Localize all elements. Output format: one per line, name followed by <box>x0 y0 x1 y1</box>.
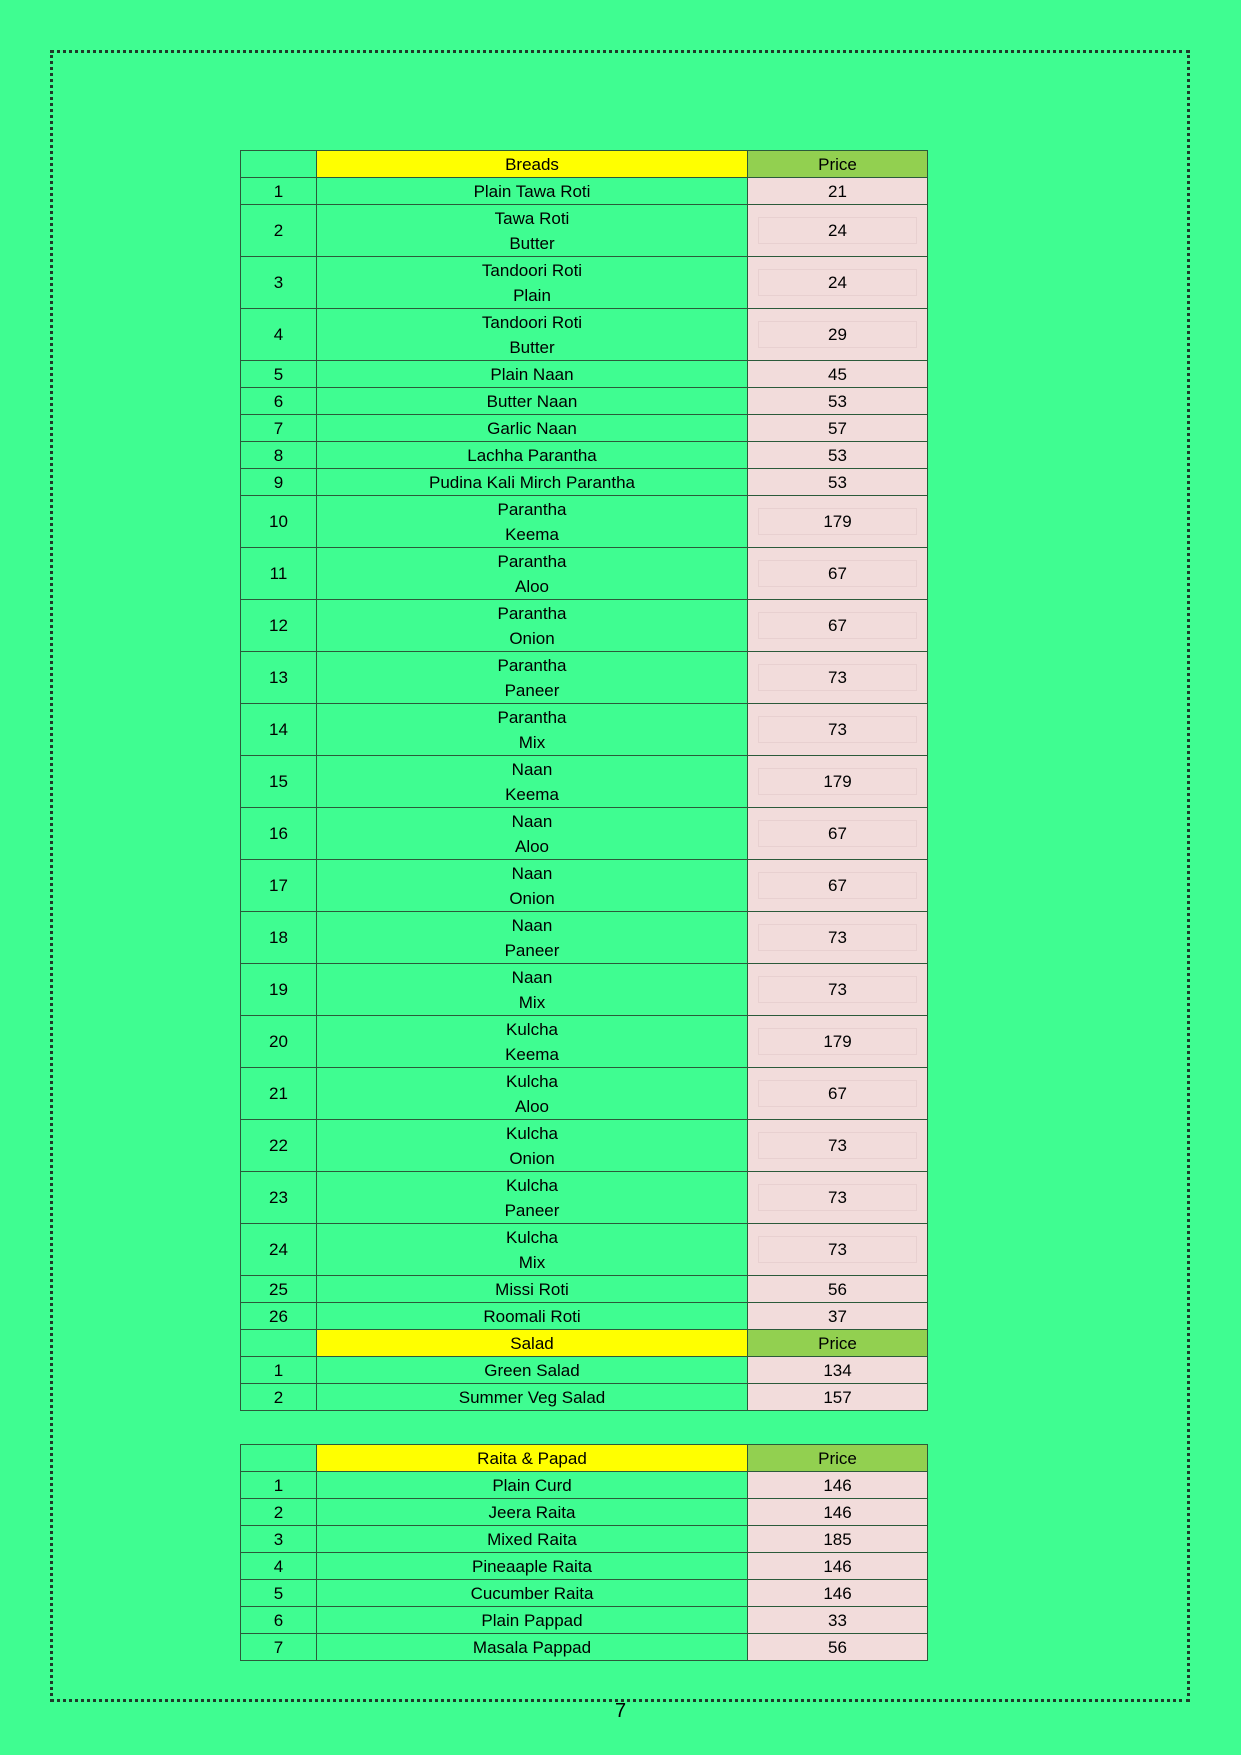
raita-item-price-cell: 56 <box>748 1634 928 1661</box>
breads-row <box>241 1120 928 1172</box>
breads-item-name-line: Tandoori Roti <box>481 260 583 280</box>
breads-item-name-line: Butter <box>509 337 555 357</box>
breads-item-price: 24 <box>758 269 917 296</box>
breads-row <box>241 704 928 756</box>
raita-item-name: Plain Pappad <box>317 1607 748 1634</box>
breads-item-name: Pudina Kali Mirch Parantha <box>317 469 748 496</box>
breads-item-name <box>317 496 748 548</box>
breads-item-price-cell <box>748 756 928 808</box>
raita-item-number: 6 <box>241 1607 317 1634</box>
breads-item-price: 179 <box>758 768 917 795</box>
raita-papad-table-body <box>241 1445 928 1661</box>
breads-item-number: 26 <box>241 1303 317 1330</box>
raita-item-number: 4 <box>241 1553 317 1580</box>
breads-item-name-line: Naan <box>511 967 553 987</box>
raita-item-number: 5 <box>241 1580 317 1607</box>
breads-row <box>241 808 928 860</box>
breads-item-name-line: Aloo <box>514 1096 550 1116</box>
breads-row <box>241 361 928 388</box>
breads-item-name-line: Onion <box>509 888 555 908</box>
breads-item-name-line: Aloo <box>514 836 550 856</box>
breads-item-name <box>317 1068 748 1120</box>
breads-row <box>241 415 928 442</box>
breads-item-price: 67 <box>758 872 917 899</box>
salad-header-row <box>241 1330 928 1357</box>
breads-item-price-cell <box>748 704 928 756</box>
breads-item-name-line: Tandoori Roti <box>481 312 583 332</box>
raita-item-price-cell: 146 <box>748 1472 928 1499</box>
breads-row <box>241 442 928 469</box>
breads-item-number: 15 <box>241 756 317 808</box>
breads-header-row <box>241 151 928 178</box>
breads-item-price-cell: 53 <box>748 388 928 415</box>
breads-item-name: Butter Naan <box>317 388 748 415</box>
breads-row <box>241 469 928 496</box>
breads-item-name <box>317 808 748 860</box>
breads-row <box>241 600 928 652</box>
breads-item-name <box>317 1224 748 1276</box>
page-number: 7 <box>614 1700 627 1722</box>
breads-item-name-line: Plain <box>513 285 551 305</box>
breads-item-price: 24 <box>758 217 917 244</box>
salad-item-number: 2 <box>241 1384 317 1411</box>
raita-header-blank <box>241 1445 317 1472</box>
breads-item-price: 179 <box>758 508 917 535</box>
breads-item-number: 10 <box>241 496 317 548</box>
breads-item-price-cell <box>748 1172 928 1224</box>
breads-item-name <box>317 912 748 964</box>
breads-row <box>241 964 928 1016</box>
breads-item-name-line: Kulcha <box>506 1019 558 1039</box>
breads-row <box>241 860 928 912</box>
breads-item-name-line: Butter <box>509 233 555 253</box>
breads-item-number: 24 <box>241 1224 317 1276</box>
breads-row <box>241 178 928 205</box>
breads-item-price-cell: 56 <box>748 1276 928 1303</box>
breads-item-name-line: Naan <box>511 759 553 779</box>
breads-item-price-cell: 57 <box>748 415 928 442</box>
raita-header-row <box>241 1445 928 1472</box>
breads-item-name <box>317 205 748 257</box>
breads-item-name <box>317 1016 748 1068</box>
raita-item-number: 7 <box>241 1634 317 1661</box>
breads-item-price-cell <box>748 1068 928 1120</box>
breads-item-name-line: Naan <box>511 863 553 883</box>
breads-item-name-line: Kulcha <box>506 1123 558 1143</box>
breads-item-number: 9 <box>241 469 317 496</box>
breads-item-price-cell <box>748 309 928 361</box>
raita-item-name: Cucumber Raita <box>317 1580 748 1607</box>
breads-item-name <box>317 309 748 361</box>
breads-row <box>241 1172 928 1224</box>
raita-item-name: Pineaaple Raita <box>317 1553 748 1580</box>
breads-item-price-cell: 37 <box>748 1303 928 1330</box>
salad-item-name: Summer Veg Salad <box>317 1384 748 1411</box>
salad-item-number: 1 <box>241 1357 317 1384</box>
breads-row <box>241 205 928 257</box>
raita-row <box>241 1472 928 1499</box>
breads-item-number: 11 <box>241 548 317 600</box>
raita-row <box>241 1580 928 1607</box>
breads-item-name <box>317 704 748 756</box>
salad-header-blank <box>241 1330 317 1357</box>
breads-item-name-line: Onion <box>509 1148 555 1168</box>
breads-item-name <box>317 860 748 912</box>
breads-item-name: Plain Tawa Roti <box>317 178 748 205</box>
breads-item-name-line: Kulcha <box>506 1175 558 1195</box>
raita-row <box>241 1499 928 1526</box>
breads-item-price-cell <box>748 1016 928 1068</box>
salad-header-price: Price <box>748 1330 928 1357</box>
breads-item-price: 73 <box>758 976 917 1003</box>
salad-row <box>241 1384 928 1411</box>
breads-salad-table <box>240 150 928 1411</box>
raita-item-price-cell: 146 <box>748 1580 928 1607</box>
breads-row <box>241 912 928 964</box>
breads-item-number: 12 <box>241 600 317 652</box>
raita-header-price: Price <box>748 1445 928 1472</box>
breads-item-name-line: Keema <box>505 784 559 804</box>
breads-item-name: Lachha Parantha <box>317 442 748 469</box>
breads-item-name-line: Keema <box>505 524 559 544</box>
breads-item-name <box>317 257 748 309</box>
breads-item-price: 179 <box>758 1028 917 1055</box>
breads-item-name-line: Parantha <box>497 655 567 675</box>
salad-row <box>241 1357 928 1384</box>
breads-item-price-cell <box>748 257 928 309</box>
breads-item-number: 3 <box>241 257 317 309</box>
breads-item-number: 22 <box>241 1120 317 1172</box>
breads-item-price-cell <box>748 600 928 652</box>
breads-item-name-line: Keema <box>505 1044 559 1064</box>
breads-item-number: 14 <box>241 704 317 756</box>
breads-item-number: 21 <box>241 1068 317 1120</box>
breads-row <box>241 548 928 600</box>
breads-item-price: 73 <box>758 664 917 691</box>
raita-header-title: Raita & Papad <box>317 1445 748 1472</box>
breads-item-number: 2 <box>241 205 317 257</box>
raita-item-name: Masala Pappad <box>317 1634 748 1661</box>
breads-item-name <box>317 756 748 808</box>
breads-row <box>241 309 928 361</box>
breads-row <box>241 257 928 309</box>
breads-item-name <box>317 1172 748 1224</box>
breads-item-name-line: Paneer <box>504 1200 560 1220</box>
raita-item-name: Jeera Raita <box>317 1499 748 1526</box>
breads-item-price-cell <box>748 1224 928 1276</box>
breads-item-number: 6 <box>241 388 317 415</box>
breads-item-name-line: Aloo <box>514 576 550 596</box>
breads-item-name-line: Paneer <box>504 940 560 960</box>
breads-item-number: 1 <box>241 178 317 205</box>
breads-item-price-cell: 53 <box>748 469 928 496</box>
raita-item-name: Mixed Raita <box>317 1526 748 1553</box>
breads-item-price-cell <box>748 964 928 1016</box>
raita-item-name: Plain Curd <box>317 1472 748 1499</box>
breads-item-number: 23 <box>241 1172 317 1224</box>
breads-item-price: 73 <box>758 1184 917 1211</box>
raita-papad-table <box>240 1444 928 1661</box>
breads-item-number: 4 <box>241 309 317 361</box>
breads-row <box>241 756 928 808</box>
breads-item-name <box>317 548 748 600</box>
breads-item-name: Garlic Naan <box>317 415 748 442</box>
breads-item-name <box>317 652 748 704</box>
breads-salad-table-body <box>241 151 928 1411</box>
breads-item-price-cell: 45 <box>748 361 928 388</box>
breads-item-name <box>317 600 748 652</box>
breads-item-name-line: Parantha <box>497 551 567 571</box>
breads-item-price-cell <box>748 205 928 257</box>
breads-row <box>241 388 928 415</box>
breads-item-number: 25 <box>241 1276 317 1303</box>
breads-item-price-cell <box>748 860 928 912</box>
raita-item-number: 1 <box>241 1472 317 1499</box>
breads-item-name: Plain Naan <box>317 361 748 388</box>
breads-item-number: 17 <box>241 860 317 912</box>
breads-item-name-line: Kulcha <box>506 1071 558 1091</box>
raita-item-number: 3 <box>241 1526 317 1553</box>
raita-item-number: 2 <box>241 1499 317 1526</box>
breads-item-price-cell <box>748 1120 928 1172</box>
breads-item-price-cell: 21 <box>748 178 928 205</box>
breads-item-price: 73 <box>758 924 917 951</box>
breads-row <box>241 1016 928 1068</box>
breads-item-name-line: Parantha <box>497 707 567 727</box>
breads-item-number: 8 <box>241 442 317 469</box>
raita-row <box>241 1526 928 1553</box>
breads-item-price: 67 <box>758 1080 917 1107</box>
salad-item-name: Green Salad <box>317 1357 748 1384</box>
breads-item-name <box>317 964 748 1016</box>
raita-item-price-cell: 185 <box>748 1526 928 1553</box>
raita-row <box>241 1634 928 1661</box>
breads-row <box>241 1224 928 1276</box>
breads-item-number: 16 <box>241 808 317 860</box>
breads-item-name-line: Kulcha <box>506 1227 558 1247</box>
raita-item-price-cell: 33 <box>748 1607 928 1634</box>
breads-item-number: 20 <box>241 1016 317 1068</box>
raita-item-price-cell: 146 <box>748 1499 928 1526</box>
breads-item-name-line: Onion <box>509 628 555 648</box>
breads-item-price: 73 <box>758 1236 917 1263</box>
breads-header-price: Price <box>748 151 928 178</box>
breads-item-price: 67 <box>758 612 917 639</box>
breads-item-price-cell <box>748 912 928 964</box>
breads-item-name-line: Mix <box>518 992 546 1012</box>
breads-item-name: Missi Roti <box>317 1276 748 1303</box>
breads-item-price-cell <box>748 808 928 860</box>
breads-item-name-line: Parantha <box>497 603 567 623</box>
breads-item-number: 19 <box>241 964 317 1016</box>
breads-row <box>241 652 928 704</box>
breads-item-price-cell <box>748 548 928 600</box>
breads-item-name-line: Naan <box>511 915 553 935</box>
breads-item-price-cell: 53 <box>748 442 928 469</box>
raita-row <box>241 1607 928 1634</box>
breads-item-name-line: Naan <box>511 811 553 831</box>
breads-item-number: 13 <box>241 652 317 704</box>
breads-item-name-line: Mix <box>518 1252 546 1272</box>
breads-item-number: 18 <box>241 912 317 964</box>
raita-row <box>241 1553 928 1580</box>
breads-row <box>241 1276 928 1303</box>
breads-item-name-line: Mix <box>518 732 546 752</box>
breads-item-price: 73 <box>758 1132 917 1159</box>
breads-item-name-line: Tawa Roti <box>494 208 570 228</box>
breads-item-price: 67 <box>758 820 917 847</box>
breads-item-price-cell <box>748 496 928 548</box>
breads-row <box>241 1068 928 1120</box>
salad-header-title: Salad <box>317 1330 748 1357</box>
breads-item-price-cell <box>748 652 928 704</box>
breads-item-price: 29 <box>758 321 917 348</box>
breads-item-name: Roomali Roti <box>317 1303 748 1330</box>
breads-item-number: 5 <box>241 361 317 388</box>
salad-item-price-cell: 157 <box>748 1384 928 1411</box>
breads-header-blank <box>241 151 317 178</box>
breads-item-name-line: Parantha <box>497 499 567 519</box>
breads-item-name <box>317 1120 748 1172</box>
raita-item-price-cell: 146 <box>748 1553 928 1580</box>
salad-item-price-cell: 134 <box>748 1357 928 1384</box>
breads-row <box>241 496 928 548</box>
breads-item-price: 67 <box>758 560 917 587</box>
breads-item-price: 73 <box>758 716 917 743</box>
breads-item-number: 7 <box>241 415 317 442</box>
breads-row <box>241 1303 928 1330</box>
breads-item-name-line: Paneer <box>504 680 560 700</box>
breads-header-title: Breads <box>317 151 748 178</box>
